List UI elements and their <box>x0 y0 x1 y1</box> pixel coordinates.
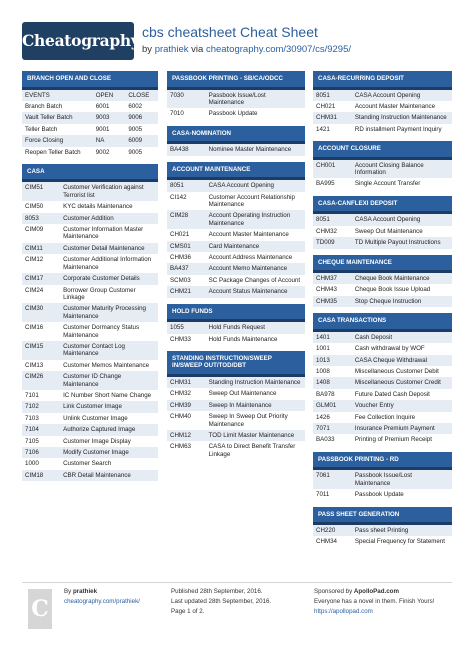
table-row <box>167 411 305 430</box>
description-cell: Account Status Maintenance <box>206 286 305 297</box>
section-table <box>167 144 305 155</box>
author-link[interactable]: prathiek <box>154 44 189 55</box>
code-cell: 8051 <box>313 90 352 101</box>
code-cell: Vault Teller Batch <box>22 112 93 123</box>
section-passbook-printing-rd <box>313 452 452 501</box>
description-cell: Corporate Customer Details <box>60 273 158 284</box>
code-cell: 7071 <box>313 423 352 434</box>
table-row <box>22 447 158 458</box>
section-table <box>167 90 305 120</box>
code-cell: CMS01 <box>167 241 206 252</box>
code-cell: CIM26 <box>22 371 60 390</box>
table-row <box>313 389 452 400</box>
code-cell: CHM40 <box>167 411 206 430</box>
description-cell: 6002 <box>125 101 158 112</box>
code-cell: CHM12 <box>167 430 206 441</box>
code-cell: 8053 <box>22 213 60 224</box>
code-cell: CHM31 <box>313 112 352 123</box>
description-cell: Passbook Update <box>206 108 305 119</box>
description-cell: 9005 <box>125 147 158 158</box>
description-cell: Cash Deposit <box>352 332 452 343</box>
table-row <box>167 229 305 240</box>
table-row <box>22 124 158 135</box>
section-heading: ACCOUNT CLOSURE <box>313 141 452 160</box>
code-cell: CIM28 <box>167 210 206 229</box>
code-cell: 1000 <box>22 458 60 469</box>
table-row <box>22 101 158 112</box>
description-cell: KYC details Maintenance <box>60 201 158 212</box>
footer-author-block <box>64 587 140 607</box>
description-cell: Customer Information Master Maintenance <box>60 224 158 243</box>
description-cell: Customer Dormancy Status Maintenance <box>60 322 158 341</box>
sponsor-link[interactable]: https://apollopad.com <box>314 608 373 615</box>
table-header-row <box>22 90 158 101</box>
table-row <box>167 388 305 399</box>
description-cell: Customer Account Relationship Maintenance <box>206 192 305 211</box>
table-row <box>22 182 158 201</box>
section-heading: STANDING INSTRUCTION/SWEEP IN/SWEEP OUT/TOD/DBT <box>167 351 305 377</box>
code-cell: TD009 <box>313 237 352 248</box>
code-cell: Reopen Teller Batch <box>22 147 93 158</box>
code-cell: 7010 <box>167 108 206 119</box>
cheatography-logo[interactable]: Cheatography <box>22 22 134 60</box>
section-table <box>167 377 305 460</box>
table-row <box>313 412 452 423</box>
table-row <box>313 355 452 366</box>
code-cell: Branch Batch <box>22 101 93 112</box>
table-row <box>22 147 158 158</box>
sponsor-name: ApolloPad.com <box>353 588 399 595</box>
section-casa <box>22 164 158 481</box>
column-1 <box>22 71 158 487</box>
description-cell: Account Address Maintenance <box>206 252 305 263</box>
code-cell: CIM13 <box>22 360 60 371</box>
description-cell: 9003 <box>93 112 126 123</box>
description-cell: NA <box>93 135 126 146</box>
section-casa-transactions <box>313 313 452 446</box>
description-cell: Printing of Premium Receipt <box>352 434 452 445</box>
code-cell: 8051 <box>167 180 206 191</box>
table-row <box>313 332 452 343</box>
description-cell: SC Package Changes of Account <box>206 275 305 286</box>
description-cell: CASA Account Opening <box>352 90 452 101</box>
description-cell: Hold Funds Request <box>206 322 305 333</box>
table-row <box>313 489 452 500</box>
code-cell: CHM63 <box>167 441 206 460</box>
code-cell: 7061 <box>313 470 352 489</box>
description-cell: Sweep Out Maintenance <box>206 388 305 399</box>
table-row <box>167 192 305 211</box>
table-row <box>167 400 305 411</box>
description-cell: CASA Account Opening <box>206 180 305 191</box>
table-row <box>167 108 305 119</box>
section-heading: HOLD FUNDS <box>167 304 305 323</box>
code-cell: CH021 <box>313 101 352 112</box>
description-cell: Cheque Book Issue Upload <box>352 284 452 295</box>
section-branch-open-and-close <box>22 71 158 158</box>
section-table <box>313 160 452 190</box>
table-row <box>167 241 305 252</box>
description-cell: Hold Funds Maintenance <box>206 334 305 345</box>
description-cell: Sweep Out Maintenance <box>352 226 452 237</box>
table-row <box>22 254 158 273</box>
code-cell: CIM12 <box>22 254 60 273</box>
code-cell: CHM36 <box>167 252 206 263</box>
section-casa-nomination <box>167 126 305 156</box>
description-cell: Unlink Customer Image <box>60 413 158 424</box>
section-heading: CASA-NOMINATION <box>167 126 305 145</box>
description-cell: TD Multiple Payout Instructions <box>352 237 452 248</box>
description-cell: Standing Instruction Maintenance <box>352 112 452 123</box>
code-cell: CHM32 <box>313 226 352 237</box>
code-cell: 7103 <box>22 413 60 424</box>
section-table <box>22 90 158 158</box>
description-cell: Cheque Book Maintenance <box>352 273 452 284</box>
table-row <box>167 441 305 460</box>
table-row <box>22 360 158 371</box>
code-cell: CHM33 <box>167 334 206 345</box>
page-header <box>0 0 474 66</box>
description-cell: Customer Image Display <box>60 436 158 447</box>
code-cell: BA437 <box>167 263 206 274</box>
table-row <box>167 334 305 345</box>
description-cell: CASA Account Opening <box>352 214 452 225</box>
description-cell: Passbook Issue/Lost Maintenance <box>352 470 452 489</box>
code-cell: CHM35 <box>313 296 352 307</box>
table-row <box>313 160 452 179</box>
section-heading: BRANCH OPEN AND CLOSE <box>22 71 158 90</box>
table-row <box>313 470 452 489</box>
description-cell: 9001 <box>93 124 126 135</box>
code-cell: CIM17 <box>22 273 60 284</box>
section-heading: CASA-RECURRING DEPOSIT <box>313 71 452 90</box>
by-prefix: by <box>142 44 153 55</box>
published-date: Published 28th September, 2016. <box>171 588 263 595</box>
code-cell: 7030 <box>167 90 206 109</box>
section-table <box>313 273 452 307</box>
code-cell: CIM24 <box>22 285 60 304</box>
section-heading: PASS SHEET GENERATION <box>313 507 452 526</box>
description-cell: Customer Maturity Processing Maintenance <box>60 303 158 322</box>
code-cell: CHM31 <box>167 377 206 388</box>
code-cell: 7104 <box>22 424 60 435</box>
code-cell: BA978 <box>313 389 352 400</box>
description-cell: Authorize Captured Image <box>60 424 158 435</box>
description-cell: Pass sheet Printing <box>352 525 452 536</box>
section-table <box>167 180 305 297</box>
footer-publish-block <box>171 587 271 617</box>
description-cell: Account Closing Balance Information <box>352 160 452 179</box>
code-cell: SCM03 <box>167 275 206 286</box>
table-row <box>22 303 158 322</box>
code-cell: 1401 <box>313 332 352 343</box>
table-row <box>313 90 452 101</box>
code-cell: EVENTS <box>22 90 93 101</box>
footer-author-link[interactable]: cheatography.com/prathiek/ <box>64 598 140 605</box>
section-table <box>313 332 452 446</box>
table-row <box>313 284 452 295</box>
section-account-closure <box>313 141 452 190</box>
updated-date: Last updated 28th September, 2016. <box>171 598 272 605</box>
code-cell: 1013 <box>313 355 352 366</box>
footer-author: prathiek <box>72 588 98 595</box>
table-row <box>313 366 452 377</box>
code-cell: 7105 <box>22 436 60 447</box>
page-title: cbs cheatsheet Cheat Sheet <box>142 24 318 40</box>
sponsor-prefix: Sponsored by <box>314 588 353 595</box>
table-row <box>22 401 158 412</box>
description-cell: Link Customer Image <box>60 401 158 412</box>
code-cell: CHM21 <box>167 286 206 297</box>
table-row <box>313 273 452 284</box>
description-cell: Fee Collection Inquire <box>352 412 452 423</box>
code-cell: CH220 <box>313 525 352 536</box>
cheatography-badge-icon: C <box>28 589 52 629</box>
description-cell: TOD Limit Master Maintenance <box>206 430 305 441</box>
description-cell: CLOSE <box>125 90 158 101</box>
section-heading: CASA <box>22 164 158 183</box>
code-cell: BA033 <box>313 434 352 445</box>
footer-sponsor-block <box>314 587 434 617</box>
description-cell: Stop Cheque Instruction <box>352 296 452 307</box>
code-cell: CI142 <box>167 192 206 211</box>
description-cell: 6009 <box>125 135 158 146</box>
table-row <box>167 377 305 388</box>
code-cell: Teller Batch <box>22 124 93 135</box>
table-row <box>167 263 305 274</box>
table-row <box>167 430 305 441</box>
via-label: via <box>191 44 204 55</box>
description-cell: RD installment Payment Inquiry <box>352 124 452 135</box>
description-cell: CBR Detail Maintenance <box>60 470 158 481</box>
description-cell: 6001 <box>93 101 126 112</box>
section-casa-canflexi-deposit <box>313 196 452 249</box>
table-row <box>22 243 158 254</box>
page-footer <box>22 582 452 662</box>
table-row <box>167 252 305 263</box>
code-cell: CIM18 <box>22 470 60 481</box>
description-cell: Account Memo Maintenance <box>206 263 305 274</box>
table-row <box>22 135 158 146</box>
code-cell: CIM11 <box>22 243 60 254</box>
description-cell: CASA to Direct Benefit Transfer Linkage <box>206 441 305 460</box>
description-cell: Passbook Update <box>352 489 452 500</box>
description-cell: Customer Addition <box>60 213 158 224</box>
description-cell: Customer Verification against Terrorist list <box>60 182 158 201</box>
table-row <box>167 144 305 155</box>
code-cell: 1008 <box>313 366 352 377</box>
table-row <box>313 178 452 189</box>
table-row <box>313 237 452 248</box>
description-cell: IC Number Short Name Change <box>60 390 158 401</box>
table-row <box>313 525 452 536</box>
section-table <box>313 214 452 248</box>
table-row <box>313 377 452 388</box>
section-pass-sheet-generation <box>313 507 452 548</box>
code-cell: 7106 <box>22 447 60 458</box>
section-heading: PASSBOOK PRINTING - RD <box>313 452 452 471</box>
section-heading: CHEQUE MAINTENANCE <box>313 255 452 274</box>
code-cell: CH021 <box>167 229 206 240</box>
code-cell: BA995 <box>313 178 352 189</box>
table-row <box>22 390 158 401</box>
sheet-url-link[interactable]: cheatography.com/30907/cs/9295/ <box>205 44 351 55</box>
description-cell: Modify Customer Image <box>60 447 158 458</box>
section-table <box>313 90 452 136</box>
code-cell: 1055 <box>167 322 206 333</box>
byline <box>142 44 351 55</box>
table-row <box>22 285 158 304</box>
table-row <box>167 210 305 229</box>
table-row <box>313 536 452 547</box>
code-cell: CHM43 <box>313 284 352 295</box>
code-cell: CIM15 <box>22 341 60 360</box>
code-cell: 8051 <box>313 214 352 225</box>
table-row <box>167 90 305 109</box>
section-table <box>167 322 305 345</box>
table-row <box>313 400 452 411</box>
description-cell: Customer Search <box>60 458 158 469</box>
description-cell: Account Operating Instruction Maintenance <box>206 210 305 229</box>
section-casa-recurring-deposit <box>313 71 452 135</box>
code-cell: CIM51 <box>22 182 60 201</box>
code-cell: Force Closing <box>22 135 93 146</box>
code-cell: 7101 <box>22 390 60 401</box>
table-row <box>22 213 158 224</box>
table-row <box>167 286 305 297</box>
column-3 <box>313 71 452 554</box>
code-cell: CIM16 <box>22 322 60 341</box>
column-2 <box>167 71 305 466</box>
table-row <box>22 458 158 469</box>
code-cell: 7102 <box>22 401 60 412</box>
table-row <box>22 322 158 341</box>
description-cell: OPEN <box>93 90 126 101</box>
table-row <box>313 112 452 123</box>
table-row <box>167 275 305 286</box>
description-cell: Standing Instruction Maintenance <box>206 377 305 388</box>
section-account-maintenance <box>167 162 305 298</box>
description-cell: Single Account Transfer <box>352 178 452 189</box>
table-row <box>22 470 158 481</box>
section-heading: ACCOUNT MAINTENANCE <box>167 162 305 181</box>
table-row <box>313 226 452 237</box>
description-cell: Customer Detail Maintenance <box>60 243 158 254</box>
table-row <box>313 296 452 307</box>
description-cell: 9002 <box>93 147 126 158</box>
table-row <box>313 101 452 112</box>
table-row <box>22 224 158 243</box>
footer-by-prefix: By <box>64 588 72 595</box>
description-cell: Account Master Maintenance <box>352 101 452 112</box>
code-cell: 1426 <box>313 412 352 423</box>
table-row <box>22 424 158 435</box>
section-heading: CASA-CANFLEXI DEPOSIT <box>313 196 452 215</box>
description-cell: Customer Additional Information Maintenance <box>60 254 158 273</box>
code-cell: 7011 <box>313 489 352 500</box>
description-cell: Customer ID Change Maintenance <box>60 371 158 390</box>
description-cell: Sweep In Maintenance <box>206 400 305 411</box>
description-cell: Sweep In Sweep Out Priority Maintenance <box>206 411 305 430</box>
table-row <box>167 180 305 191</box>
section-heading: PASSBOOK PRINTING - SB/CA/ODCC <box>167 71 305 90</box>
table-row <box>22 112 158 123</box>
description-cell: Voucher Entry <box>352 400 452 411</box>
description-cell: Future Dated Cash Deposit <box>352 389 452 400</box>
description-cell: Cash withdrawal by WOF <box>352 343 452 354</box>
description-cell: Card Maintenance <box>206 241 305 252</box>
section-passbook-printing-sb-ca-odcc <box>167 71 305 120</box>
description-cell: Borrower Group Customer Linkage <box>60 285 158 304</box>
code-cell: CIM09 <box>22 224 60 243</box>
code-cell: 1408 <box>313 377 352 388</box>
table-row <box>313 434 452 445</box>
code-cell: CHM32 <box>167 388 206 399</box>
sponsor-tagline: Everyone has a novel in them. Finish Yours! <box>314 598 435 605</box>
description-cell: Customer Memos Maintenance <box>60 360 158 371</box>
code-cell: CIM30 <box>22 303 60 322</box>
section-table <box>313 525 452 548</box>
section-hold-funds <box>167 304 305 345</box>
table-row <box>313 423 452 434</box>
code-cell: CHM34 <box>313 536 352 547</box>
description-cell: Passbook Issue/Lost Maintenance <box>206 90 305 109</box>
code-cell: CHM37 <box>313 273 352 284</box>
code-cell: CH001 <box>313 160 352 179</box>
table-row <box>313 343 452 354</box>
code-cell: CIM50 <box>22 201 60 212</box>
table-row <box>22 273 158 284</box>
description-cell: CASA Cheque Withdrawal <box>352 355 452 366</box>
description-cell: Miscellaneous Customer Debit <box>352 366 452 377</box>
description-cell: Nominee Master Maintenance <box>206 144 305 155</box>
table-row <box>167 322 305 333</box>
table-row <box>22 341 158 360</box>
section-standing-instruction-sweep-in-sweep-out-tod-dbt <box>167 351 305 460</box>
section-table <box>313 470 452 500</box>
code-cell: 1421 <box>313 124 352 135</box>
table-row <box>22 201 158 212</box>
description-cell: Insurance Premium Payment <box>352 423 452 434</box>
code-cell: BA438 <box>167 144 206 155</box>
description-cell: Account Master Maintenance <box>206 229 305 240</box>
table-row <box>22 371 158 390</box>
description-cell: Miscellaneous Customer Credit <box>352 377 452 388</box>
table-row <box>22 413 158 424</box>
description-cell: 9006 <box>125 112 158 123</box>
description-cell: Customer Contact Log Maintenance <box>60 341 158 360</box>
table-row <box>313 214 452 225</box>
description-cell: 9005 <box>125 124 158 135</box>
section-heading: CASA TRANSACTIONS <box>313 313 452 332</box>
code-cell: CHM39 <box>167 400 206 411</box>
code-cell: 1001 <box>313 343 352 354</box>
section-table <box>22 182 158 481</box>
page-number: Page 1 of 2. <box>171 608 205 615</box>
section-cheque-maintenance <box>313 255 452 308</box>
code-cell: GLM01 <box>313 400 352 411</box>
table-row <box>313 124 452 135</box>
description-cell: Special Frequency for Statement <box>352 536 452 547</box>
table-row <box>22 436 158 447</box>
